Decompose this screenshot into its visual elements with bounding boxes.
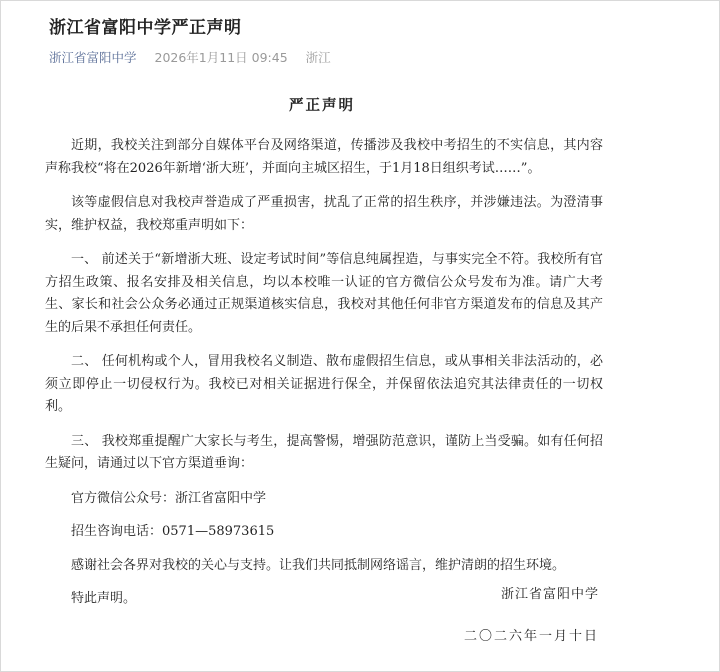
article-title: 浙江省富阳中学严正声明 xyxy=(49,18,242,38)
signature-date: 二〇二六年一月十日 xyxy=(463,629,599,644)
account-name-link[interactable]: 浙江省富阳中学 xyxy=(49,50,137,65)
publish-date: 2026年1月11日 09:45 xyxy=(154,50,288,65)
paragraph: 该等虚假信息对我校声誉造成了严重损害，扰乱了正常的招生秩序，并涉嫌违法。为澄清事实，维护权益，我校郑重声明如下： xyxy=(45,195,603,233)
thanks-line: 感谢社会各界对我校的关心与支持。让我们共同抵制网络谣言，维护清朗的招生环境。 xyxy=(71,557,566,573)
statement-body xyxy=(45,135,603,622)
wechat-line: 官方微信公众号：浙江省富阳中学 xyxy=(71,490,267,506)
statement-heading: 严正声明 xyxy=(289,97,355,114)
publish-location: 浙江 xyxy=(305,50,331,65)
paragraph: 二、 任何机构或个人，冒用我校名义制造、散布虚假招生信息，或从事相关非法活动的，必须立即停止一切侵权行为。我校已对相关证据进行保全，并保留依法追究其法律责任的一切权利。 xyxy=(45,354,603,414)
closing-line: 特此声明。 xyxy=(71,591,137,606)
paragraph: 一、 前述关于“新增浙大班、设定考试时间”等信息纯属捏造，与事实完全不符。我校所有官方招生政策、报名安排及相关信息，均以本校唯一认证的官方微信公众号发布为准。请广大考生、家长和社会公众务必通过正规渠道核实信息，我校对其他任何非官方渠道发布的信息及其产生的后果不承担任何责任。 xyxy=(45,252,603,335)
signature: 浙江省富阳中学 xyxy=(500,587,599,602)
phone-line: 招生咨询电话：0571—58973615 xyxy=(71,524,275,539)
article-meta xyxy=(49,48,331,66)
paragraph: 三、 我校郑重提醒广大家长与考生，提高警惕，增强防范意识，谨防上当受骗。如有任何招生疑问，请通过以下官方渠道垂询： xyxy=(45,433,603,471)
paragraph: 近期，我校关注到部分自媒体平台及网络渠道，传播涉及我校中考招生的不实信息，其内容声称我校“将在2026年新增‘浙大班’，并面向主城区招生，于1月18日组织考试……”。 xyxy=(45,138,603,176)
